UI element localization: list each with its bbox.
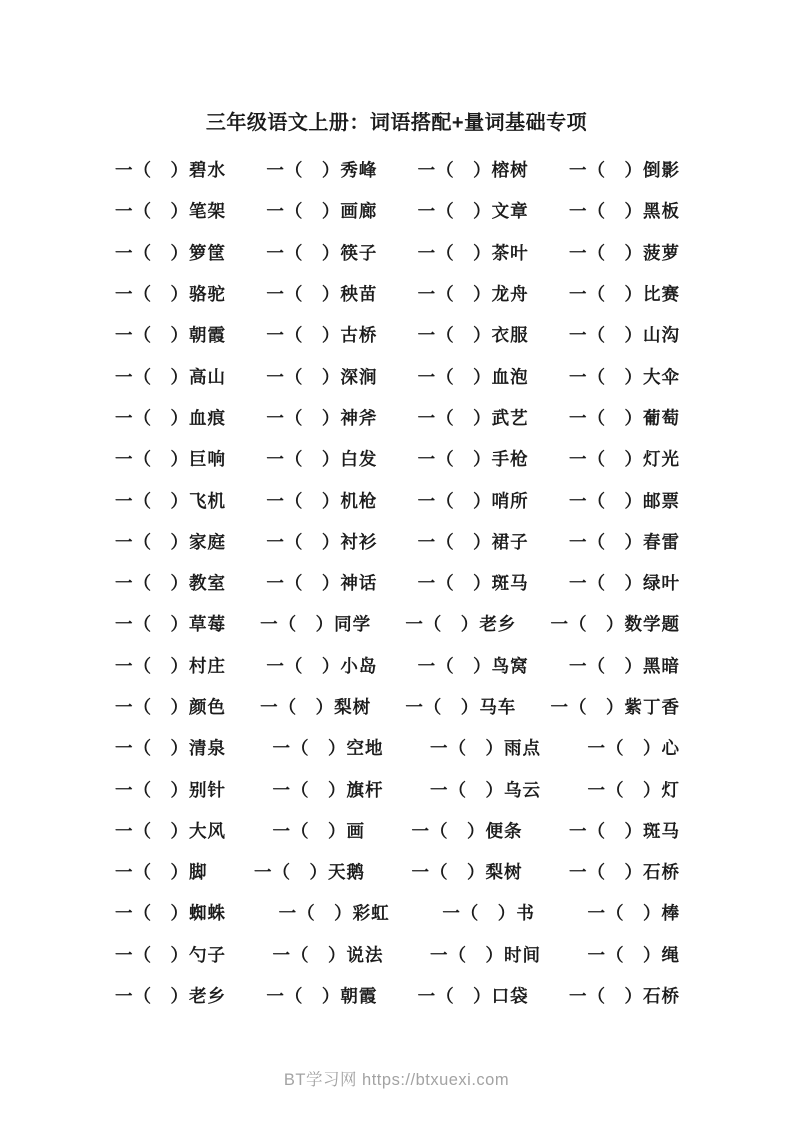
- exercise-item: [266, 281, 377, 306]
- exercise-item: [115, 735, 226, 760]
- exercise-item: [115, 694, 226, 719]
- item-word: 山沟: [642, 325, 680, 346]
- item-word: 心: [661, 738, 680, 759]
- item-word: 老乡: [189, 986, 226, 1007]
- exercise-item: [266, 405, 377, 430]
- exercise-item: [115, 322, 226, 347]
- exercise-row: [115, 479, 680, 520]
- item-prefix-blank: 一（ ）: [430, 738, 504, 759]
- item-prefix-blank: 一（ ）: [115, 738, 189, 759]
- item-word: 斑马: [491, 573, 529, 594]
- item-word: 大风: [189, 820, 226, 841]
- exercise-item: [569, 529, 680, 554]
- item-word: 龙舟: [491, 284, 529, 305]
- item-word: 草莓: [189, 614, 226, 635]
- exercise-item: [418, 198, 529, 223]
- item-word: 春雷: [642, 531, 680, 552]
- item-word: 深涧: [340, 366, 378, 387]
- exercise-item: [115, 529, 226, 554]
- exercise-item: [260, 694, 371, 719]
- item-word: 教室: [189, 573, 226, 594]
- item-word: 白发: [340, 449, 378, 470]
- exercise-item: [266, 198, 377, 223]
- item-word: 书: [516, 903, 535, 924]
- item-word: 棒: [661, 903, 680, 924]
- exercise-item: [273, 735, 384, 760]
- item-prefix-blank: 一（ ）: [266, 366, 341, 387]
- exercise-item: [430, 942, 541, 967]
- item-prefix-blank: 一（ ）: [417, 284, 492, 305]
- exercise-item: [550, 611, 680, 636]
- exercise-item: [266, 983, 377, 1008]
- item-prefix-blank: 一（ ）: [568, 986, 643, 1007]
- exercise-item: [115, 364, 226, 389]
- item-word: 说法: [346, 944, 384, 965]
- exercise-item: [569, 281, 680, 306]
- item-word: 高山: [189, 366, 226, 387]
- item-word: 神话: [340, 573, 378, 594]
- exercise-item: [115, 983, 226, 1008]
- exercise-item: [405, 694, 516, 719]
- item-word: 梨树: [334, 697, 372, 717]
- item-prefix-blank: 一（ ）: [405, 614, 480, 635]
- exercise-item: [266, 157, 377, 182]
- exercise-row: [115, 727, 680, 768]
- exercise-item: [418, 488, 529, 513]
- exercise-row: [115, 521, 680, 562]
- exercise-item: [115, 777, 226, 802]
- item-prefix-blank: 一（ ）: [272, 944, 347, 965]
- item-prefix-blank: 一（ ）: [115, 490, 189, 511]
- exercise-item: [418, 653, 529, 678]
- item-word: 机枪: [340, 490, 378, 511]
- item-word: 同学: [334, 614, 372, 635]
- exercise-item: [418, 446, 529, 471]
- item-word: 古桥: [340, 325, 378, 346]
- item-word: 时间: [504, 944, 541, 965]
- item-prefix-blank: 一（ ）: [115, 779, 189, 800]
- item-prefix-blank: 一（ ）: [568, 531, 643, 552]
- item-prefix-blank: 一（ ）: [411, 820, 486, 841]
- exercise-item: [418, 529, 529, 554]
- item-word: 碧水: [189, 160, 226, 181]
- exercise-row: [115, 314, 680, 355]
- item-word: 骆驼: [189, 284, 226, 305]
- item-word: 血痕: [189, 407, 226, 428]
- item-word: 画廊: [340, 201, 378, 222]
- item-word: 箩筐: [189, 242, 226, 263]
- exercise-item: [115, 859, 208, 884]
- item-prefix-blank: 一（ ）: [260, 697, 335, 717]
- item-word: 石桥: [642, 986, 680, 1007]
- item-prefix-blank: 一（ ）: [115, 573, 189, 594]
- exercise-row: [115, 975, 680, 1016]
- exercise-item: [569, 818, 680, 843]
- exercise-item: [550, 694, 680, 719]
- exercise-item: [569, 488, 680, 513]
- item-prefix-blank: 一（ ）: [417, 573, 492, 594]
- exercise-row: [115, 645, 680, 686]
- item-prefix-blank: 一（ ）: [272, 738, 347, 759]
- item-prefix-blank: 一（ ）: [115, 944, 189, 965]
- exercise-item: [266, 653, 377, 678]
- item-prefix-blank: 一（ ）: [417, 242, 492, 263]
- item-word: 画: [346, 820, 365, 841]
- exercise-item: [569, 364, 680, 389]
- item-prefix-blank: 一（ ）: [417, 531, 492, 552]
- item-word: 手枪: [491, 449, 529, 470]
- exercise-item: [115, 818, 226, 843]
- exercise-item: [412, 818, 523, 843]
- exercise-item: [273, 777, 384, 802]
- exercise-item: [266, 529, 377, 554]
- exercise-item: [569, 322, 680, 347]
- item-prefix-blank: 一（ ）: [568, 201, 643, 222]
- exercise-item: [418, 570, 529, 595]
- item-prefix-blank: 一（ ）: [569, 862, 643, 883]
- item-word: 秀峰: [340, 160, 378, 181]
- item-word: 神斧: [340, 407, 378, 428]
- exercise-item: [569, 198, 680, 223]
- exercise-item: [405, 611, 516, 636]
- exercise-item: [418, 983, 529, 1008]
- exercise-item: [266, 364, 377, 389]
- exercise-item: [115, 405, 226, 430]
- item-word: 黑暗: [642, 655, 680, 676]
- item-prefix-blank: 一（ ）: [568, 366, 643, 387]
- item-prefix-blank: 一（ ）: [587, 903, 662, 924]
- item-word: 巨响: [189, 449, 226, 470]
- item-prefix-blank: 一（ ）: [266, 325, 341, 346]
- exercise-item: [418, 364, 529, 389]
- exercise-row: [115, 686, 680, 727]
- item-word: 老乡: [479, 614, 517, 635]
- exercise-item: [115, 570, 226, 595]
- exercise-item: [569, 653, 680, 678]
- item-prefix-blank: 一（ ）: [115, 407, 189, 428]
- item-word: 哨所: [491, 490, 529, 511]
- exercise-item: [115, 157, 226, 182]
- item-prefix-blank: 一（ ）: [115, 242, 189, 263]
- item-word: 裙子: [491, 531, 529, 552]
- item-word: 脚: [189, 862, 208, 883]
- exercise-item: [418, 157, 529, 182]
- item-prefix-blank: 一（ ）: [266, 407, 341, 428]
- item-word: 旗杆: [346, 779, 384, 800]
- exercise-item: [418, 322, 529, 347]
- exercise-item: [569, 983, 680, 1008]
- item-prefix-blank: 一（ ）: [568, 284, 643, 305]
- item-word: 秧苗: [340, 284, 378, 305]
- exercise-item: [418, 281, 529, 306]
- item-word: 文章: [491, 201, 529, 222]
- exercise-item: [115, 653, 226, 678]
- exercise-item: [430, 735, 541, 760]
- exercise-item: [266, 322, 377, 347]
- exercise-item: [588, 942, 681, 967]
- item-prefix-blank: 一（ ）: [115, 697, 189, 717]
- item-prefix-blank: 一（ ）: [430, 779, 504, 800]
- item-prefix-blank: 一（ ）: [115, 366, 189, 387]
- item-word: 榕树: [491, 160, 529, 181]
- item-prefix-blank: 一（ ）: [568, 242, 643, 263]
- exercise-item: [115, 900, 226, 925]
- item-word: 血泡: [491, 366, 529, 387]
- item-word: 邮票: [642, 490, 680, 511]
- item-prefix-blank: 一（ ）: [266, 986, 341, 1007]
- footer-text: BT学习网 https://btxuexi.com: [283, 1071, 510, 1089]
- page-title: 三年级语文上册：词语搭配+量词基础专项: [205, 112, 588, 134]
- item-prefix-blank: 一（ ）: [568, 325, 643, 346]
- exercise-item: [115, 240, 226, 265]
- exercise-item: [260, 611, 371, 636]
- exercise-item: [273, 942, 384, 967]
- item-prefix-blank: 一（ ）: [587, 779, 662, 800]
- exercise-item: [115, 611, 226, 636]
- exercise-item: [418, 240, 529, 265]
- exercise-item: [115, 281, 226, 306]
- item-word: 雨点: [504, 738, 541, 759]
- exercise-item: [266, 488, 377, 513]
- item-word: 朝霞: [340, 986, 378, 1007]
- exercise-row: [115, 810, 680, 851]
- exercise-item: [569, 157, 680, 182]
- item-word: 彩虹: [352, 903, 390, 924]
- item-word: 马车: [479, 697, 517, 717]
- item-prefix-blank: 一（ ）: [442, 903, 517, 924]
- item-word: 朝霞: [189, 325, 226, 346]
- exercise-item: [115, 488, 226, 513]
- item-word: 葡萄: [642, 407, 680, 428]
- exercise-row: [115, 562, 680, 603]
- exercise-item: [273, 818, 366, 843]
- exercise-item: [115, 198, 226, 223]
- item-prefix-blank: 一（ ）: [266, 284, 341, 305]
- item-prefix-blank: 一（ ）: [272, 820, 347, 841]
- item-word: 绳: [661, 944, 680, 965]
- item-word: 灯: [661, 779, 680, 800]
- item-prefix-blank: 一（ ）: [587, 738, 662, 759]
- exercise-item: [569, 240, 680, 265]
- item-word: 斑马: [643, 820, 680, 841]
- item-prefix-blank: 一（ ）: [115, 449, 189, 470]
- item-word: 空地: [346, 738, 384, 759]
- item-prefix-blank: 一（ ）: [115, 614, 189, 635]
- item-prefix-blank: 一（ ）: [272, 779, 347, 800]
- item-word: 倒影: [642, 160, 680, 181]
- item-prefix-blank: 一（ ）: [417, 986, 492, 1007]
- item-word: 衣服: [491, 325, 529, 346]
- item-prefix-blank: 一（ ）: [260, 614, 335, 635]
- exercise-row: [115, 355, 680, 396]
- item-word: 绿叶: [642, 573, 680, 594]
- exercise-rows: [115, 149, 680, 1016]
- item-word: 菠萝: [642, 242, 680, 263]
- item-word: 鸟窝: [491, 655, 529, 676]
- item-word: 村庄: [189, 655, 226, 676]
- exercise-row: [115, 934, 680, 975]
- item-prefix-blank: 一（ ）: [417, 325, 492, 346]
- exercise-row: [115, 190, 680, 231]
- item-word: 茶叶: [491, 242, 529, 263]
- exercise-item: [569, 859, 680, 884]
- item-prefix-blank: 一（ ）: [430, 944, 504, 965]
- item-word: 筷子: [340, 242, 378, 263]
- item-prefix-blank: 一（ ）: [266, 160, 341, 181]
- item-prefix-blank: 一（ ）: [115, 531, 189, 552]
- item-prefix-blank: 一（ ）: [568, 655, 643, 676]
- item-word: 飞机: [189, 490, 226, 511]
- item-prefix-blank: 一（ ）: [550, 697, 625, 717]
- item-prefix-blank: 一（ ）: [411, 862, 486, 883]
- exercise-item: [266, 240, 377, 265]
- item-word: 比赛: [642, 284, 680, 305]
- exercise-item: [442, 900, 535, 925]
- item-word: 武艺: [491, 407, 529, 428]
- exercise-row: [115, 851, 680, 892]
- item-prefix-blank: 一（ ）: [266, 449, 341, 470]
- item-word: 石桥: [643, 862, 680, 883]
- item-prefix-blank: 一（ ）: [266, 490, 341, 511]
- exercise-row: [115, 768, 680, 809]
- item-prefix-blank: 一（ ）: [568, 490, 643, 511]
- exercise-item: [254, 859, 365, 884]
- item-prefix-blank: 一（ ）: [587, 944, 662, 965]
- exercise-item: [115, 446, 226, 471]
- item-prefix-blank: 一（ ）: [254, 862, 328, 883]
- item-prefix-blank: 一（ ）: [417, 490, 492, 511]
- item-word: 别针: [189, 779, 226, 800]
- item-word: 清泉: [189, 738, 226, 759]
- item-word: 乌云: [504, 779, 541, 800]
- item-prefix-blank: 一（ ）: [115, 655, 189, 676]
- item-prefix-blank: 一（ ）: [568, 407, 643, 428]
- item-prefix-blank: 一（ ）: [569, 820, 643, 841]
- exercise-row: [115, 438, 680, 479]
- exercise-item: [266, 570, 377, 595]
- item-word: 家庭: [189, 531, 226, 552]
- item-prefix-blank: 一（ ）: [266, 531, 341, 552]
- item-prefix-blank: 一（ ）: [568, 449, 643, 470]
- item-prefix-blank: 一（ ）: [266, 573, 341, 594]
- item-word: 梨树: [485, 862, 523, 883]
- item-prefix-blank: 一（ ）: [417, 366, 492, 387]
- item-word: 笔架: [189, 201, 226, 222]
- exercise-item: [115, 942, 226, 967]
- item-prefix-blank: 一（ ）: [417, 407, 492, 428]
- exercise-item: [569, 405, 680, 430]
- item-word: 口袋: [491, 986, 529, 1007]
- exercise-item: [266, 446, 377, 471]
- item-prefix-blank: 一（ ）: [115, 986, 189, 1007]
- item-prefix-blank: 一（ ）: [568, 160, 643, 181]
- item-word: 便条: [485, 820, 523, 841]
- item-prefix-blank: 一（ ）: [405, 697, 480, 717]
- exercise-item: [430, 777, 541, 802]
- item-prefix-blank: 一（ ）: [115, 284, 189, 305]
- exercise-item: [569, 570, 680, 595]
- exercise-item: [588, 777, 681, 802]
- exercise-row: [115, 273, 680, 314]
- item-word: 蜘蛛: [189, 903, 226, 924]
- exercise-row: [115, 603, 680, 644]
- item-word: 紫丁香: [624, 697, 680, 717]
- item-prefix-blank: 一（ ）: [266, 655, 341, 676]
- exercise-row: [115, 149, 680, 190]
- item-prefix-blank: 一（ ）: [115, 325, 189, 346]
- item-word: 颜色: [189, 697, 226, 717]
- exercise-item: [569, 446, 680, 471]
- item-prefix-blank: 一（ ）: [115, 201, 189, 222]
- item-prefix-blank: 一（ ）: [115, 820, 189, 841]
- exercise-item: [587, 900, 680, 925]
- exercise-item: [588, 735, 681, 760]
- exercise-item: [412, 859, 523, 884]
- item-prefix-blank: 一（ ）: [568, 573, 643, 594]
- item-word: 黑板: [642, 201, 680, 222]
- item-prefix-blank: 一（ ）: [417, 449, 492, 470]
- item-word: 小岛: [340, 655, 378, 676]
- item-word: 勺子: [189, 944, 226, 965]
- item-prefix-blank: 一（ ）: [417, 655, 492, 676]
- item-word: 天鹅: [328, 862, 365, 883]
- exercise-item: [279, 900, 390, 925]
- item-prefix-blank: 一（ ）: [115, 160, 189, 181]
- item-word: 大伞: [642, 366, 680, 387]
- item-prefix-blank: 一（ ）: [278, 903, 353, 924]
- item-word: 衬衫: [340, 531, 378, 552]
- item-word: 数学题: [624, 614, 680, 635]
- exercise-item: [418, 405, 529, 430]
- exercise-row: [115, 232, 680, 273]
- exercise-row: [115, 397, 680, 438]
- item-prefix-blank: 一（ ）: [266, 201, 341, 222]
- item-prefix-blank: 一（ ）: [115, 862, 189, 883]
- item-prefix-blank: 一（ ）: [417, 160, 492, 181]
- exercise-row: [115, 892, 680, 933]
- item-prefix-blank: 一（ ）: [266, 242, 341, 263]
- item-prefix-blank: 一（ ）: [417, 201, 492, 222]
- item-word: 灯光: [642, 449, 680, 470]
- item-prefix-blank: 一（ ）: [115, 903, 189, 924]
- item-prefix-blank: 一（ ）: [550, 614, 625, 635]
